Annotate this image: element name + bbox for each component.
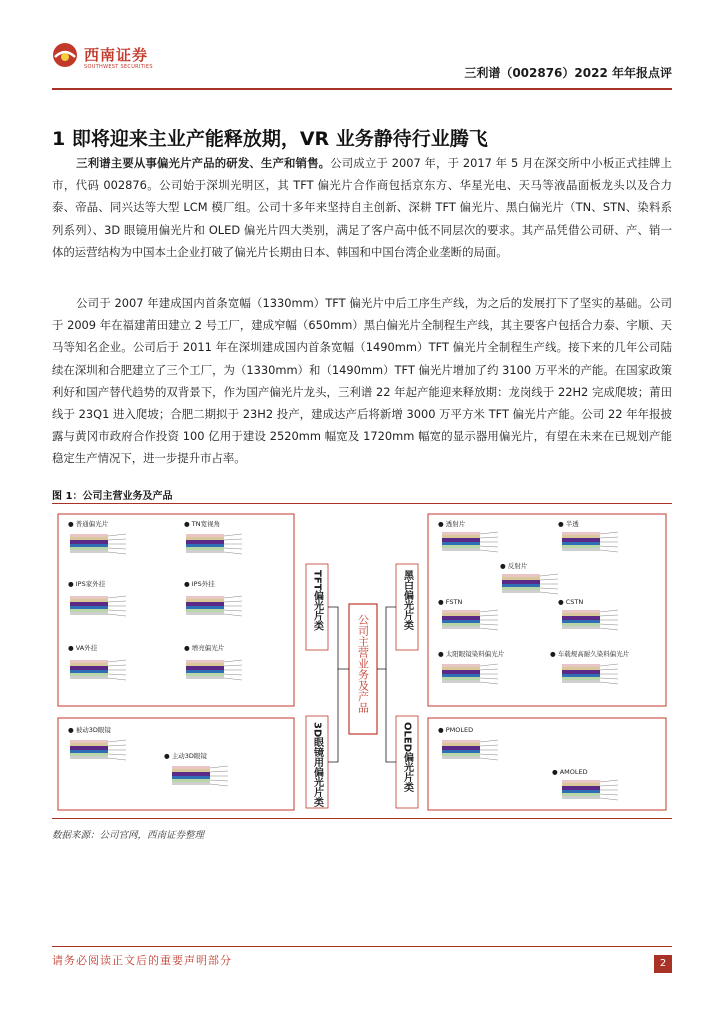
brand-logo	[52, 40, 152, 78]
glasses3d-category-label: 3D眼镜用偏光片类	[311, 722, 323, 808]
product-label: ● 太阳眼镜染料偏光片	[438, 650, 505, 658]
product-label: ● IPS家外挂	[68, 580, 106, 588]
page-number: 2	[654, 955, 672, 973]
page-header	[52, 40, 672, 90]
product-label: ● VA外挂	[68, 644, 98, 652]
product-label: ● 反射片	[500, 562, 528, 570]
report-title: 三利谱（002876）2022 年年报点评	[464, 66, 672, 80]
product-label: ● TN宽视角	[184, 520, 221, 528]
section-title: 1 即将迎来主业产能释放期，VR 业务静待行业腾飞	[52, 128, 488, 150]
product-label: ● CSTN	[558, 598, 584, 606]
figure-caption: 图 1：公司主营业务及产品	[52, 491, 173, 502]
product-label: ● 透射片	[438, 520, 466, 528]
product-label: ● 主动3D眼镜	[164, 752, 207, 760]
footer-disclaimer: 请务必阅读正文后的重要声明部分	[52, 954, 232, 967]
brand-name-cn: 西南证券	[84, 46, 149, 64]
product-label: ● 半透	[558, 520, 579, 528]
paragraph-capacity-history	[52, 292, 672, 470]
paragraph-company-overview	[52, 152, 672, 263]
paragraph-body: 公司成立于 2007 年，于 2017 年 5 月在深交所中小板正式挂牌上市，代码 002876。公司始于深圳光明区，其 TFT 偏光片合作商包括京东方、华星光电、天马等液晶面板龙头以及合力泰、帝晶、同兴达等大型 LCM 模厂组。公司十多年来坚持自主创新、深耕 TFT 偏光片、黑白偏光片（TN、STN、染料系列系列）、3D 眼镜用偏光片和 OLED 偏光片四大类别，满足了客户高中低不同层次的要求。其产品凭借公司研、产、销一体的运营结构为中国本土企业打破了偏光片长期由日本、韩国和中国台湾企业垄断的局面。	[52, 156, 672, 259]
oled-category-label: OLED偏光片类	[401, 722, 413, 793]
product-label: ● 被动3D眼镜	[68, 726, 111, 734]
brand-name-en: SOUTHWEST SECURITIES	[84, 64, 153, 70]
product-label: ● AMOLED	[552, 768, 588, 776]
header-divider	[52, 88, 672, 90]
product-label: ● 增亮偏光片	[184, 644, 225, 652]
product-label: ● 车载规高耐久染料偏光片	[550, 650, 630, 658]
figure-source: 数据来源：公司官网，西南证券整理	[52, 830, 205, 841]
tft-category-label: TFT偏光片类	[311, 570, 323, 631]
paragraph-lead: 三利谱主要从事偏光片产品的研发、生产和销售。	[76, 156, 331, 170]
figure-divider-bottom	[52, 818, 672, 819]
product-label: ● FSTN	[438, 598, 463, 606]
center-label: 公司主营业务及产品	[356, 614, 370, 713]
product-label: ● 普通偏光片	[68, 520, 109, 528]
product-diagram	[52, 504, 672, 818]
footer-divider	[52, 946, 672, 947]
brand-logo-icon	[52, 42, 78, 68]
product-label: ● IPS外挂	[184, 580, 215, 588]
paragraph-body: 公司于 2007 年建成国内首条宽幅（1330mm）TFT 偏光片中后工序生产线，为之后的发展打下了坚实的基础。公司于 2009 年在福建莆田建立 2 号工厂，建成窄幅（650mm）黑白偏光片全制程生产线，其主要客户包括合力泰、宇顺、天马等知名企业。公司后于 2011 年在深圳建成国内首条宽幅（1490mm）TFT 偏光片全制程生产线。接下来的几年公司陆续在深圳和合肥建立了三个工厂，为（1330mm）和（1490mm）TFT 偏光片增加了约 3100 万平米的产能。在国家政策利好和国产替代趋势的双背景下，作为国产偏光片龙头，三利谱 22 年起产能迎来释放期：龙岗线于 22H2 完成爬坡；莆田线于 23Q1 进入爬坡；合肥二期拟于 23H2 投产，建成达产后将新增 3000 万平方米 TFT 偏光片产能。公司 22 年年报披露与黄冈市政府合作投资 100 亿用于建设 2520mm 幅宽及 1720mm 幅宽的显示器用偏光片，有望在未来在已规划产能稳定生产情况下，进一步提升市占率。	[52, 296, 672, 466]
product-label: ● PMOLED	[438, 726, 474, 734]
bw-category-label: 黑白偏光片类	[401, 570, 413, 630]
